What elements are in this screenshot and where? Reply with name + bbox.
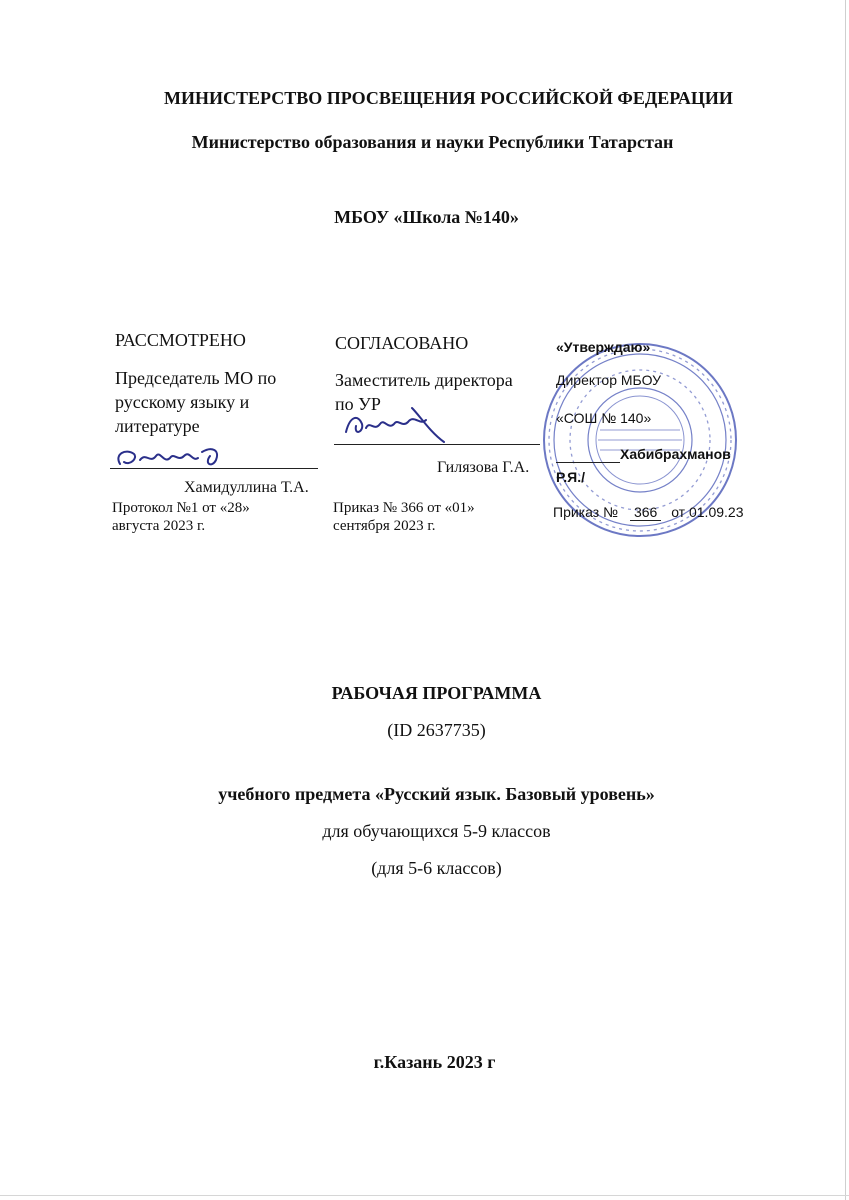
col3-role-line2: «СОШ № 140» <box>556 410 652 426</box>
col1-title: РАССМОТРЕНО <box>115 330 246 350</box>
col3-signature-line <box>556 462 620 463</box>
col3-role-line1: Директор МБОУ <box>556 372 662 388</box>
col2-role-line2: по УР <box>335 394 381 414</box>
regional-ministry-title: Министерство образования и науки Республики Татарстан <box>191 132 674 152</box>
page-edge-right <box>845 0 846 1200</box>
col1-protocol-line2: августа 2023 г. <box>112 518 206 534</box>
program-subject: учебного предмета «Русский язык. Базовый уровень» <box>218 784 655 804</box>
col1-role-line2: русскому языку и <box>115 392 250 412</box>
col2-signature <box>340 402 450 448</box>
school-name: МБОУ «Школа №140» <box>334 207 519 227</box>
footer-city-year: г.Казань 2023 г <box>373 1052 496 1072</box>
col2-name: Гилязова Г.А. <box>437 459 530 476</box>
col3-order-number: 366 <box>630 504 661 521</box>
col2-title: СОГЛАСОВАНО <box>335 333 469 353</box>
col3-order <box>553 504 743 521</box>
program-title: РАБОЧАЯ ПРОГРАММА <box>331 683 542 703</box>
col3-order-date: от 01.09.23 <box>671 504 744 520</box>
program-id: (ID 2637735) <box>387 720 486 740</box>
col3-title: «Утверждаю» <box>556 339 651 355</box>
col1-name: Хамидуллина Т.А. <box>184 479 309 496</box>
col2-order-line2: сентября 2023 г. <box>333 518 436 534</box>
col1-role-line3: литературе <box>115 416 200 436</box>
col3-name-line1: Хабибрахманов <box>620 446 731 462</box>
col1-protocol-line1: Протокол №1 от «28» <box>112 500 250 516</box>
col2-order-line1: Приказ № 366 от «01» <box>333 500 475 516</box>
page-edge-bottom <box>0 1195 849 1196</box>
col1-role <box>115 366 276 438</box>
col2-role-line1: Заместитель директора <box>335 370 513 390</box>
col2-order <box>333 499 475 535</box>
col3-order-prefix: Приказ № <box>553 504 619 520</box>
col1-protocol <box>112 499 250 535</box>
col3-name-line2: Р.Я./ <box>556 469 585 485</box>
program-audience: для обучающихся 5-9 классов <box>322 821 551 841</box>
col1-signature <box>112 440 232 476</box>
program-grades: (для 5-6 классов) <box>371 858 502 878</box>
ministry-title: МИНИСТЕРСТВО ПРОСВЕЩЕНИЯ РОССИЙСКОЙ ФЕДЕРАЦИИ <box>164 88 733 108</box>
col1-role-line1: Председатель МО по <box>115 368 277 388</box>
